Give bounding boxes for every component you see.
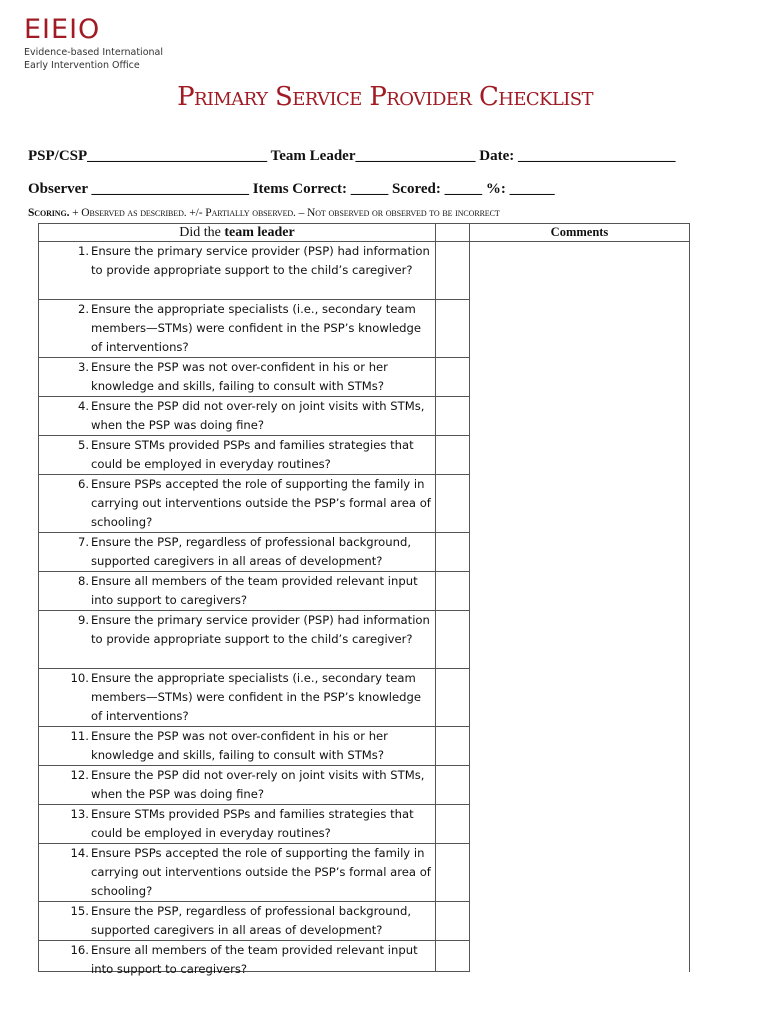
item-number: 7. [77,535,89,549]
scoring-legend [28,207,500,219]
item-text: Ensure the PSP did not over-rely on joint visits with STMs, when the PSP was doing fine? [91,768,425,802]
scoring-text: + Observed as described. +/- Partially observed. – Not observed or observed to be incorrect [69,207,500,219]
form-line-observer-scores[interactable]: Observer _____________________ Items Correct: _____ Scored: _____ %: ______ [28,181,555,197]
checklist-table [38,223,690,977]
checklist-item [39,474,435,532]
checklist-item [39,726,435,765]
checklist-item [39,299,435,357]
comments-header: Comments [470,223,689,242]
score-cell[interactable] [436,571,469,610]
item-text: Ensure the PSP, regardless of professional background, supported caregivers in all areas of development? [91,904,412,938]
item-number: 14. [70,846,89,860]
checklist-item [39,357,435,396]
comments-column[interactable] [469,223,690,972]
checklist-item [39,765,435,804]
checklist-item [39,804,435,843]
item-text: Ensure the PSP was not over-confident in his or her knowledge and skills, failing to consult with STMs? [91,729,388,763]
checklist-item [39,901,435,940]
item-number: 5. [77,438,89,452]
item-text: Ensure PSPs accepted the role of supporting the family in carrying out interventions outside the PSP’s formal area of schooling? [91,477,431,530]
checklist-item [39,668,435,726]
score-cell[interactable] [436,241,469,299]
score-cell[interactable] [436,532,469,571]
score-cell[interactable] [436,843,469,901]
item-text: Ensure STMs provided PSPs and families strategies that could be employed in everyday routines? [91,807,414,841]
checklist-item [39,435,435,474]
item-number: 1. [77,244,89,258]
score-cell[interactable] [436,804,469,843]
item-text: Ensure the appropriate specialists (i.e., secondary team members—STMs) were confident in the PSP’s knowledge of interventions? [91,302,422,355]
score-cell[interactable] [436,396,469,435]
score-cell[interactable] [436,726,469,765]
item-text: Ensure PSPs accepted the role of supporting the family in carrying out interventions outside the PSP’s formal area of schooling? [91,846,431,899]
score-cell[interactable] [436,357,469,396]
item-text: Ensure STMs provided PSPs and families strategies that could be employed in everyday routines? [91,438,414,472]
logo-line-2: Early Intervention Office [24,60,140,71]
form-line-psp-team-date[interactable]: PSP/CSP________________________ Team Leader________________ Date: _____________________ [28,148,676,164]
score-cell[interactable] [436,901,469,940]
scoring-label: Scoring. [28,207,70,219]
item-number: 11. [70,729,89,743]
item-text: Ensure the PSP did not over-rely on joint visits with STMs, when the PSP was doing fine? [91,399,425,433]
score-rows [436,241,469,979]
score-cell[interactable] [436,474,469,532]
score-cell[interactable] [436,299,469,357]
item-text: Ensure the PSP was not over-confident in his or her knowledge and skills, failing to consult with STMs? [91,360,388,394]
checklist-item [39,571,435,610]
item-number: 9. [77,613,89,627]
checklist-item [39,241,435,299]
item-number: 3. [77,360,89,374]
question-rows [39,241,435,979]
checklist-item [39,610,435,668]
item-number: 15. [70,904,89,918]
checklist-item [39,532,435,571]
item-number: 12. [70,768,89,782]
logo-line-1: Evidence-based International [24,47,163,58]
score-cell[interactable] [436,668,469,726]
item-text: Ensure the PSP, regardless of professional background, supported caregivers in all areas of development? [91,535,412,569]
item-number: 4. [77,399,89,413]
item-number: 13. [70,807,89,821]
item-text: Ensure all members of the team provided relevant input into support to caregivers? [91,943,418,977]
item-number: 8. [77,574,89,588]
question-header [39,223,435,241]
checklist-item [39,940,435,979]
item-number: 2. [77,302,89,316]
score-cell[interactable] [436,940,469,979]
score-header [436,223,469,241]
question-header-prefix: Did the [179,225,225,240]
score-column [435,223,469,972]
checklist-item [39,843,435,901]
page-title: Primary Service Provider Checklist [177,82,593,112]
item-number: 16. [70,943,89,957]
checklist-item [39,396,435,435]
question-column [38,223,435,977]
eieio-logo [24,14,163,72]
question-header-role: team leader [224,225,295,240]
item-text: Ensure the primary service provider (PSP) had information to provide appropriate support to the child’s caregiver? [91,244,430,278]
item-text: Ensure the appropriate specialists (i.e., secondary team members—STMs) were confident in the PSP’s knowledge of interventions? [91,671,422,724]
item-number: 10. [70,671,89,685]
logo-wordmark: EIEIO [24,14,101,45]
item-text: Ensure all members of the team provided relevant input into support to caregivers? [91,574,418,608]
item-number: 6. [77,477,89,491]
item-text: Ensure the primary service provider (PSP) had information to provide appropriate support to the child’s caregiver? [91,613,430,647]
score-cell[interactable] [436,765,469,804]
score-cell[interactable] [436,610,469,668]
score-cell[interactable] [436,435,469,474]
